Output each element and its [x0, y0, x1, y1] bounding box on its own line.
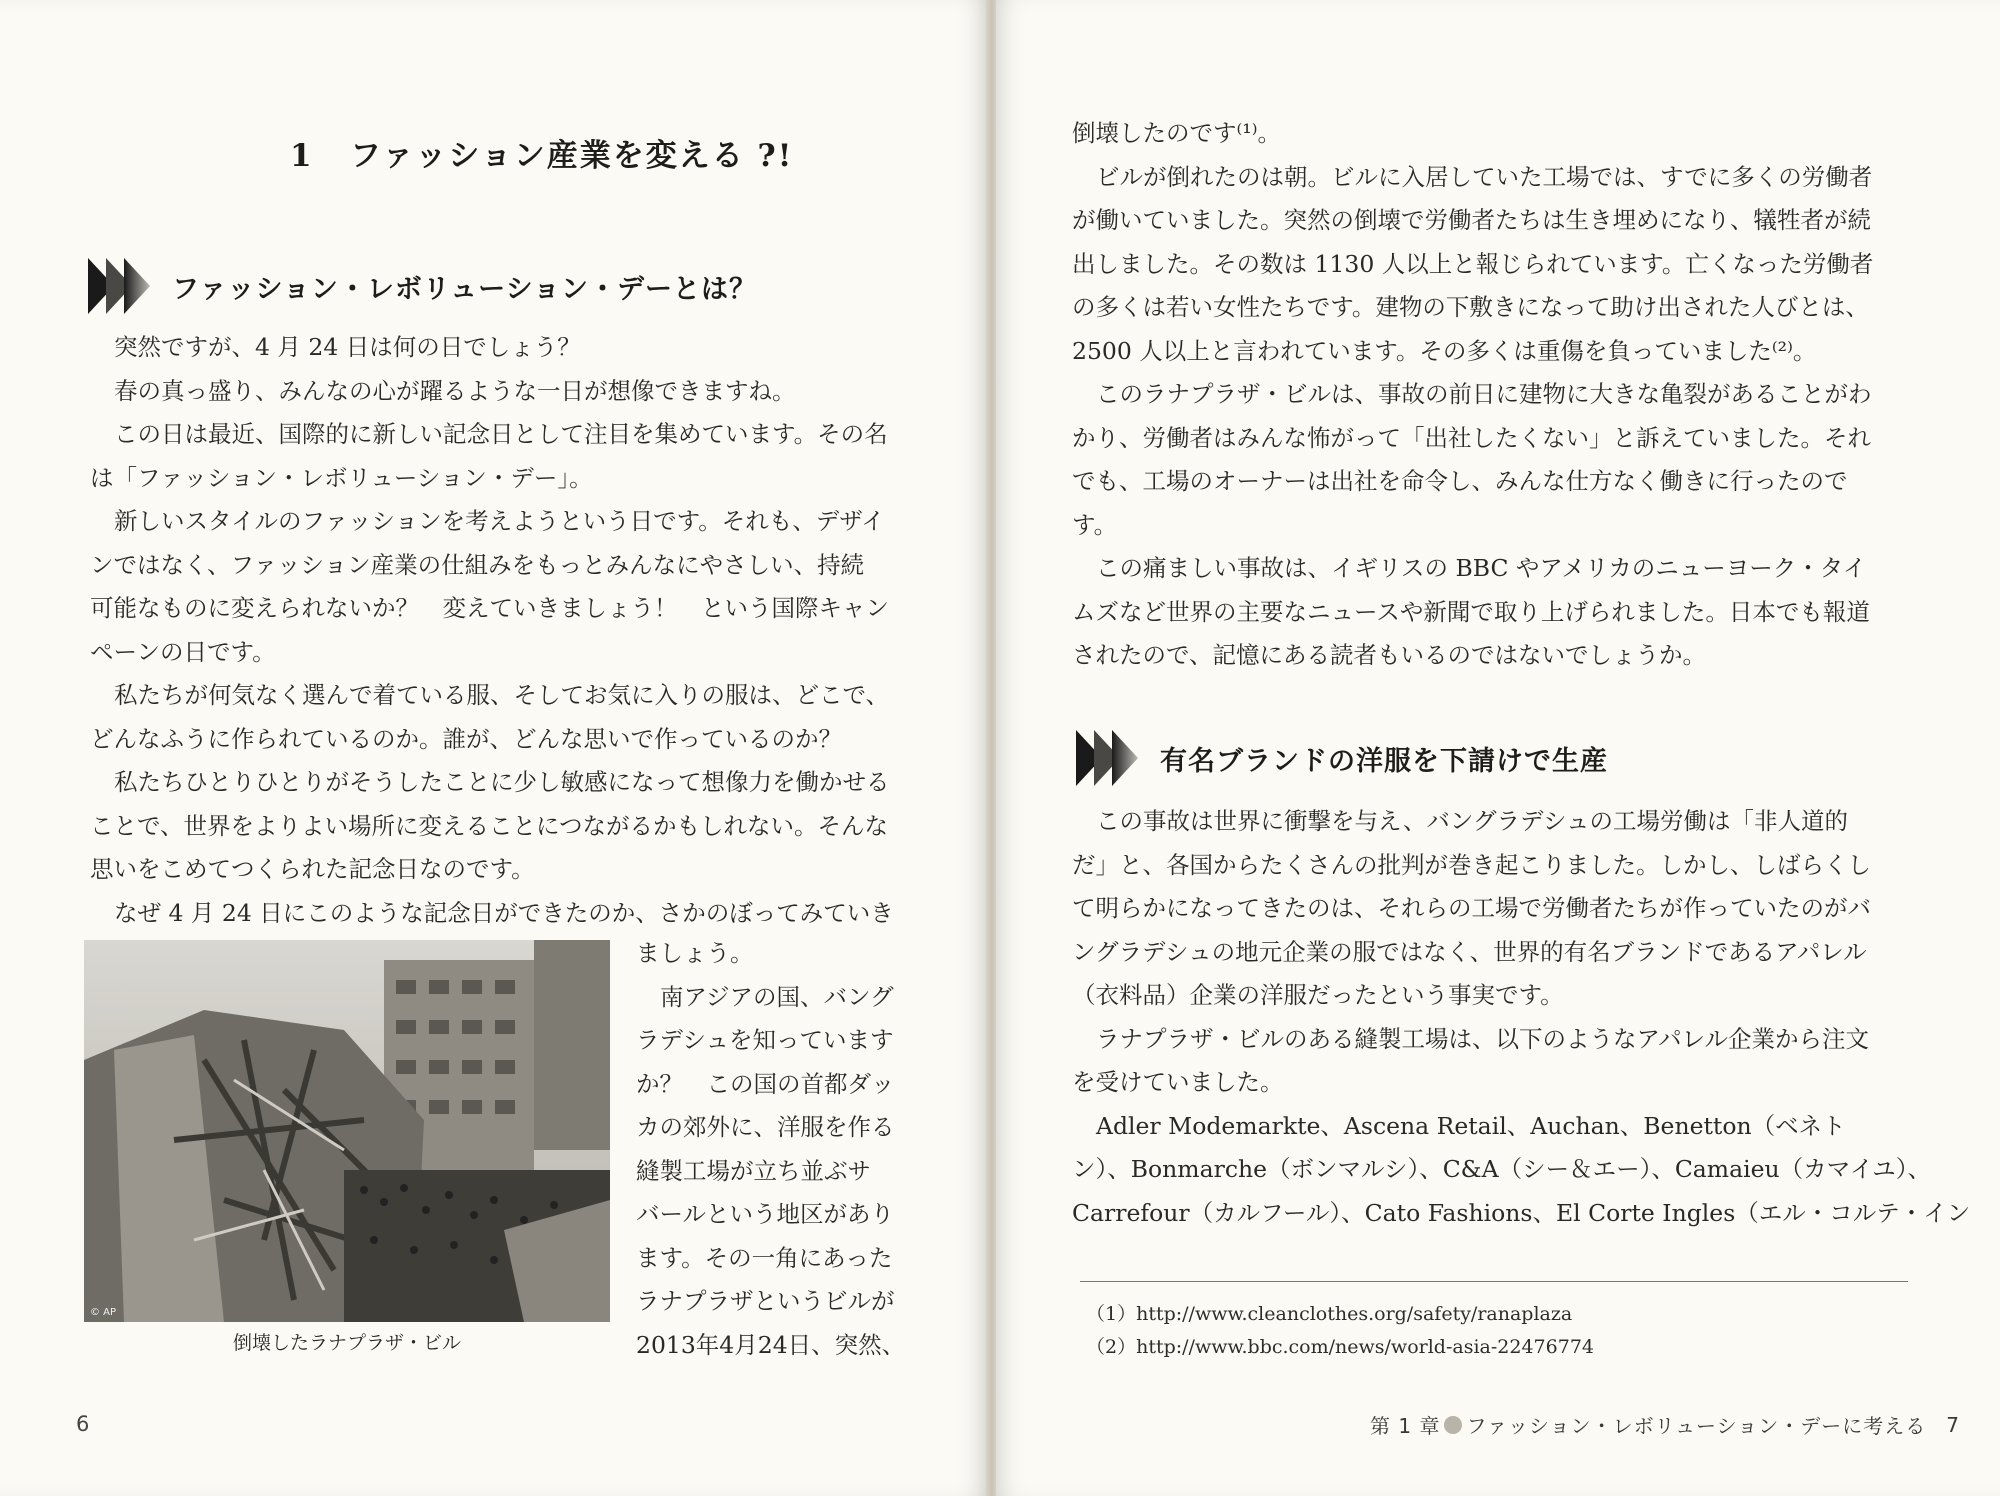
text-line: なぜ 4 月 24 日にこのような記念日ができたのか、さかのぼってみていき	[114, 898, 894, 927]
side-text	[636, 932, 905, 1367]
text-line: ラナプラザというビルが	[636, 1287, 895, 1315]
text-line: Carrefour（カルフール）、Cato Fashions、El Corte Ingles（エル・コルテ・イン	[1072, 1198, 1971, 1227]
text-line: （衣料品）企業の洋服だったという事実です。	[1072, 981, 1564, 1009]
text-line: ことで、世界をよりよい場所に変えることにつながるかもしれない。そんな	[90, 811, 889, 840]
text-line: カの郊外に、洋服を作る	[636, 1113, 895, 1141]
photo-caption: 倒壊したラナプラザ・ビル	[232, 1332, 461, 1354]
text-line: は「ファッション・レボリューション・デー」。	[90, 463, 593, 492]
text-line: でも、工場のオーナーは出社を命令し、みんな仕方なく働きに行ったので	[1072, 467, 1848, 495]
text-line: 思いをこめてつくられた記念日なのです。	[90, 855, 535, 883]
right-body-text-bottom	[1072, 800, 1970, 1235]
text-line: 私たちひとりひとりがそうしたことに少し敏感になって想像力を働かせる	[114, 768, 890, 796]
right-page	[996, 0, 2000, 1496]
text-line: す。	[1072, 510, 1118, 539]
text-line: この事故は世界に衝撃を与え、バングラデシュの工場労働は「非人道的	[1096, 807, 1848, 835]
photo-credit: © AP	[90, 1307, 117, 1318]
text-line: ラデシュを知っています	[636, 1026, 894, 1054]
text-line: 春の真っ盛り、みんなの心が躍るような一日が想像できますね。	[114, 376, 796, 405]
text-line: ます。その一角にあった	[636, 1243, 893, 1272]
text-line: 新しいスタイルのファッションを考えようという日です。それも、デザイ	[114, 507, 885, 535]
page-number-left: 6	[76, 1412, 90, 1436]
text-line: て明らかになってきたのは、それらの工場で労働者たちが作っていたのがバ	[1072, 894, 1871, 922]
text-line: の多くは若い女性たちです。建物の下敷きになって助け出された人びとは、	[1072, 293, 1869, 321]
chapter-number: 1	[290, 138, 314, 174]
text-line: だ」と、各国からたくさんの批判が巻き起こりました。しかし、しばらくし	[1072, 850, 1871, 879]
text-line: を受けていました。	[1072, 1068, 1284, 1096]
text-line: ムズなど世界の主要なニュースや新聞で取り上げられました。日本でも報道	[1072, 597, 1870, 626]
text-line: ン）、Bonmarche（ボンマルシ）、C&A（シー＆エー）、Camaieu（カマイユ）、	[1072, 1155, 1931, 1183]
footnote-divider	[1080, 1281, 1908, 1282]
section-heading-1-text: ファッション・レボリューション・デーとは？	[172, 273, 758, 305]
text-line: かり、労働者はみんな怖がって「出社したくない」と訴えていました。それ	[1072, 423, 1871, 452]
text-line: 出しました。その数は 1130 人以上と報じられています。亡くなった労働者	[1072, 249, 1874, 278]
text-line: どんなふうに作られているのか。誰が、どんな思いで作っているのか？	[90, 724, 842, 753]
collapsed-building-photo	[84, 940, 610, 1322]
page-number-right: 7	[1946, 1412, 1960, 1437]
triple-arrow-icon	[88, 254, 164, 318]
chapter-title-text: ファッション産業を変える ?!	[350, 138, 794, 174]
text-line: ビルが倒れたのは朝。ビルに入居していた工場では、すでに多くの労働者	[1096, 162, 1873, 191]
text-line: 2500 人以上と言われています。その多くは重傷を負っていました⁽²⁾。	[1072, 336, 1817, 365]
text-line: ましょう。	[636, 939, 754, 967]
text-line: 可能なものに変えられないか？ 変えていきましょう！ という国際キャン	[90, 594, 889, 622]
text-line: この日は最近、国際的に新しい記念日として注目を集めています。その名	[114, 420, 888, 448]
text-line: 突然ですが、4 月 24 日は何の日でしょう？	[114, 333, 581, 361]
running-head-chapter: 第 1 章	[1370, 1414, 1441, 1438]
text-line: か？ この国の首都ダッ	[636, 1069, 895, 1098]
photo-illustration	[84, 940, 610, 1322]
text-line: 南アジアの国、バング	[660, 982, 894, 1011]
running-head-title: ファッション・レボリューション・デーに考える	[1466, 1414, 1927, 1438]
text-line: されたので、記憶にある読者もいるのではないでしょうか。	[1072, 641, 1707, 669]
triple-arrow-icon	[1076, 726, 1152, 790]
section-heading-2	[1076, 722, 1608, 794]
left-body-text	[90, 326, 894, 935]
chapter-title	[290, 130, 793, 175]
text-line: 私たちが何気なく選んで着ている服、そしてお気に入りの服は、どこで、	[114, 681, 890, 709]
text-line: ングラデシュの地元企業の服ではなく、世界的有名ブランドであるアパレル	[1072, 937, 1867, 966]
text-line: 2013年4月24日、突然、	[636, 1330, 906, 1359]
section-heading-2-text: 有名ブランドの洋服を下請けで生産	[1160, 745, 1608, 777]
text-line: ラナプラザ・ビルのある縫製工場は、以下のようなアパレル企業から注文	[1096, 1024, 1870, 1053]
text-line: バールという地区があり	[636, 1200, 895, 1228]
text-line: このラナプラザ・ビルは、事故の前日に建物に大きな亀裂があることがわ	[1096, 380, 1872, 408]
text-line: ペーンの日です。	[90, 637, 276, 666]
section-heading-1	[88, 250, 757, 322]
text-line: Adler Modemarkte、Ascena Retail、Auchan、Benetton（ベネト	[1096, 1111, 1846, 1140]
text-line: が働いていました。突然の倒壊で労働者たちは生き埋めになり、犠牲者が続	[1072, 206, 1871, 234]
right-body-text-top	[1072, 112, 1873, 678]
footnote: （2）http://www.bbc.com/news/world-asia-22476774	[1086, 1336, 1594, 1358]
text-line: ンではなく、ファッション産業の仕組みをもっとみんなにやさしい、持続	[90, 550, 865, 579]
left-page	[0, 0, 988, 1496]
text-line: この痛ましい事故は、イギリスの BBC やアメリカのニューヨーク・タイ	[1096, 554, 1867, 582]
footnote: （1）http://www.cleanclothes.org/safety/ranaplaza	[1086, 1303, 1573, 1325]
text-line: 縫製工場が立ち並ぶサ	[636, 1156, 871, 1185]
bullet-dot-icon	[1444, 1416, 1462, 1434]
running-head	[1370, 1410, 1960, 1439]
text-line: 倒壊したのです⁽¹⁾。	[1072, 119, 1281, 147]
footnotes	[1086, 1298, 1594, 1364]
